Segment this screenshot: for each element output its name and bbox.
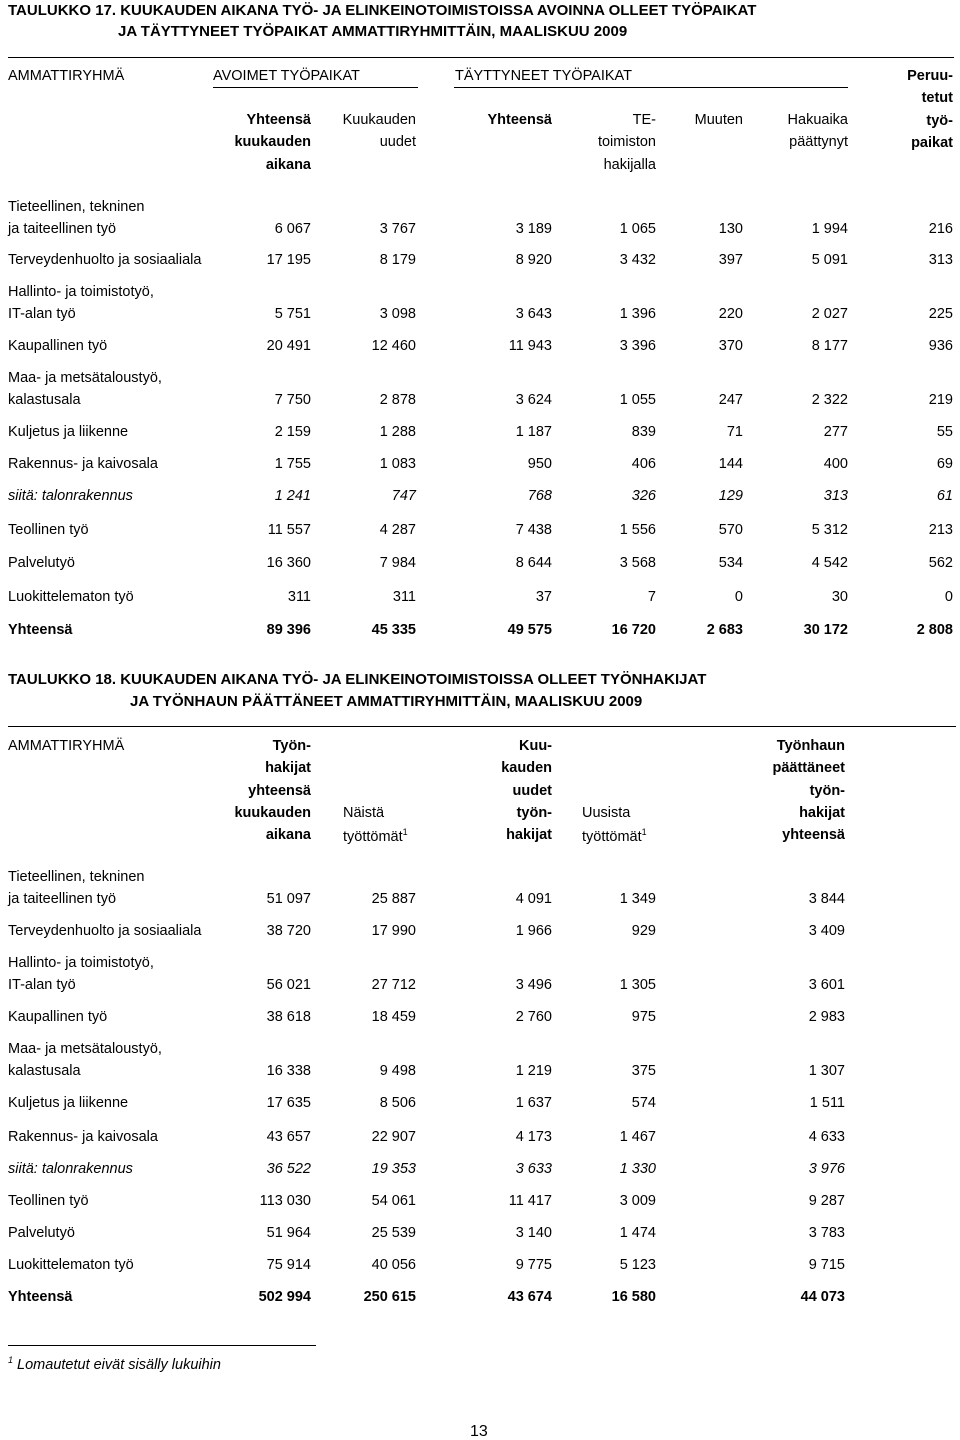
table18-row-label: Hallinto- ja toimistotyö, — [8, 955, 154, 971]
table17-col-header: Yhteensä — [487, 112, 552, 128]
table17-cell: 30 — [831, 589, 848, 605]
table17-cell: 406 — [631, 456, 656, 472]
table17-top-rule — [8, 57, 954, 58]
table17-cell: 130 — [718, 221, 743, 237]
table18-cell: 17 990 — [371, 923, 416, 939]
table17-row-label: kalastusala — [8, 392, 81, 408]
table17-row-label: Palvelutyö — [8, 555, 75, 571]
table17-col-header: kuukauden — [234, 134, 311, 151]
table18-col-header: kauden — [501, 760, 552, 777]
table18-cell: 250 615 — [363, 1289, 416, 1305]
table17-row-label: Hallinto- ja toimistotyö, — [8, 284, 154, 300]
table17-cell: 313 — [928, 252, 953, 268]
table17-cell: 20 491 — [266, 338, 311, 354]
table17-tayttyneet-rule — [454, 87, 848, 88]
table17-cell: 326 — [631, 488, 656, 504]
table17-cell: 3 624 — [515, 392, 552, 408]
table17-row-label: Yhteensä — [8, 622, 73, 638]
table18-title-line2: JA TYÖNHAUN PÄÄTTÄNEET AMMATTIRYHMITTÄIN, MAALISKUU 2009 — [130, 693, 643, 710]
table18-row-label: Luokittelematon työ — [8, 1257, 134, 1273]
table17-row-label: Tieteellinen, tekninen — [8, 199, 145, 215]
table18-cell: 3 601 — [808, 977, 845, 993]
table17-row-label: Terveydenhuolto ja sosiaaliala — [8, 252, 202, 268]
table18-cell: 54 061 — [371, 1193, 416, 1209]
table18-cell: 1 307 — [808, 1063, 845, 1079]
table18-row-label: ja taiteellinen työ — [8, 891, 117, 907]
table17-cell: 89 396 — [266, 622, 311, 638]
table17-cell: 936 — [928, 338, 953, 354]
table17-cell: 17 195 — [266, 252, 311, 268]
table17-cell: 69 — [936, 456, 953, 472]
table18-cell: 4 091 — [515, 891, 552, 907]
table18-cell: 16 580 — [611, 1289, 656, 1305]
table18-cell: 38 720 — [266, 923, 311, 939]
table18-cell: 3 844 — [808, 891, 845, 907]
table17-cell: 247 — [718, 392, 743, 408]
table18-row-label: Tieteellinen, tekninen — [8, 869, 145, 885]
table18-col-header: hakijat — [265, 760, 311, 777]
table18-col-header: Uusista — [582, 804, 631, 821]
table17-cell: 1 055 — [619, 392, 656, 408]
table17-row-label: ja taiteellinen työ — [8, 221, 117, 237]
table18-cell: 22 907 — [371, 1129, 416, 1145]
table17-cell: 5 312 — [811, 522, 848, 538]
table18-cell: 113 030 — [259, 1193, 311, 1209]
table17-cell: 5 091 — [811, 252, 848, 268]
footnote-marker: 1 — [402, 827, 408, 838]
table17-col-header: Hakuaika — [787, 112, 848, 128]
table18-row-label: Kuljetus ja liikenne — [8, 1095, 129, 1111]
table17-cell: 950 — [527, 456, 552, 472]
table17-cell: 4 287 — [379, 522, 416, 538]
table17-cell: 30 172 — [803, 622, 848, 638]
footnote-rule — [8, 1345, 316, 1346]
table18-col-header: Työnhaun — [776, 738, 845, 754]
table18-cell: 11 417 — [508, 1193, 552, 1209]
table17-col-header: toimiston — [597, 134, 656, 151]
table18-cell: 16 338 — [266, 1063, 311, 1079]
table18-cell: 9 775 — [515, 1257, 552, 1273]
table17-avoimet-rule — [213, 87, 418, 88]
table17-cell: 3 396 — [619, 338, 656, 354]
table18-cell: 3 976 — [808, 1161, 845, 1177]
table18-group-ammatti: AMMATTIRYHMÄ — [8, 738, 125, 754]
table17-cell: 16 360 — [266, 555, 311, 571]
table18-row-label: Terveydenhuolto ja sosiaaliala — [8, 923, 202, 939]
table18-cell: 1 966 — [515, 923, 552, 939]
table17-cell: 61 — [936, 488, 953, 504]
table17-cell: 71 — [726, 424, 743, 440]
table18-col-header: päättäneet — [772, 760, 845, 777]
table17-col-header: TE- — [632, 112, 656, 128]
table17-cell: 3 643 — [515, 306, 552, 322]
table17-cell: 2 322 — [811, 392, 848, 408]
table17-cell: 11 557 — [267, 522, 311, 538]
table18-cell: 3 496 — [515, 977, 552, 993]
table17-col-header: hakijalla — [603, 156, 656, 173]
table17-row-label: Kaupallinen työ — [8, 338, 108, 354]
table17-group-tayttyneet: TÄYTTYNEET TYÖPAIKAT — [455, 68, 632, 84]
table17-row-label: IT-alan työ — [8, 306, 76, 322]
table18-cell: 502 994 — [258, 1289, 311, 1305]
table18-col-header: uudet — [512, 782, 552, 799]
table17-cell: 2 027 — [811, 306, 848, 322]
table18-row-label: Kaupallinen työ — [8, 1009, 108, 1025]
table17-row-label: Teollinen työ — [8, 522, 89, 538]
table17-cell: 45 335 — [371, 622, 416, 638]
table17-cell: 213 — [928, 522, 953, 538]
table18-col-header: työn- — [809, 782, 845, 799]
table18-cell: 4 633 — [808, 1129, 845, 1145]
table17-cell: 37 — [535, 589, 552, 605]
table18-cell: 929 — [631, 923, 656, 939]
table18-cell: 9 498 — [379, 1063, 416, 1079]
table18-col-header: työttömät$^1$ — [582, 827, 647, 846]
table18-cell: 1 349 — [619, 891, 656, 907]
table17-col-header: Peruu- — [907, 68, 953, 84]
table17-cell: 8 644 — [515, 555, 552, 571]
table18-cell: 40 056 — [371, 1257, 416, 1273]
table18-col-header: yhteensä — [782, 827, 845, 844]
table17-row-label: Kuljetus ja liikenne — [8, 424, 129, 440]
table17-cell: 1 288 — [379, 424, 416, 440]
table17-cell: 1 241 — [274, 488, 311, 504]
table18-col-header: kuukauden — [234, 804, 311, 821]
table18-top-rule — [8, 726, 956, 727]
table17-row-label: Luokittelematon työ — [8, 589, 134, 605]
table18-cell: 375 — [631, 1063, 656, 1079]
footnote-marker: 1 — [641, 827, 647, 838]
table18-cell: 3 409 — [808, 923, 845, 939]
table17-cell: 768 — [527, 488, 552, 504]
table18-cell: 574 — [631, 1095, 656, 1111]
table17-cell: 55 — [936, 424, 953, 440]
table17-title-line1: TAULUKKO 17. KUUKAUDEN AIKANA TYÖ- JA ELINKEINOTOIMISTOISSA AVOINNA OLLEET TYÖPAIKAT — [8, 2, 757, 19]
table18-cell: 3 009 — [619, 1193, 656, 1209]
table17-cell: 3 767 — [379, 221, 416, 237]
table17-cell: 1 187 — [515, 424, 552, 440]
table17-cell: 6 067 — [274, 221, 311, 237]
table18-cell: 43 674 — [507, 1289, 552, 1305]
table17-col-header: työ- — [926, 112, 953, 129]
table18-cell: 3 633 — [515, 1161, 552, 1177]
table17-cell: 220 — [718, 306, 743, 322]
table17-cell: 8 920 — [515, 252, 552, 268]
table17-cell: 311 — [287, 589, 311, 605]
table18-row-label: kalastusala — [8, 1063, 81, 1079]
table17-row-label: siitä: talonrakennus — [8, 488, 133, 504]
table17-cell: 3 568 — [619, 555, 656, 571]
table18-cell: 5 123 — [619, 1257, 656, 1273]
table18-col-header: Työn- — [272, 738, 311, 754]
table18-cell: 1 637 — [515, 1095, 552, 1111]
table18-row-label: siitä: talonrakennus — [8, 1161, 133, 1177]
footnote-text: $^1$ Lomautetut eivät sisälly lukuihin — [8, 1355, 221, 1373]
table18-cell: 8 506 — [379, 1095, 416, 1111]
table18-cell: 25 539 — [371, 1225, 416, 1241]
table18-col-header: Näistä — [343, 804, 385, 821]
table18-row-label: Teollinen työ — [8, 1193, 89, 1209]
table17-cell: 7 — [647, 589, 656, 605]
table18-cell: 4 173 — [515, 1129, 552, 1145]
table17-cell: 400 — [823, 456, 848, 472]
table18-col-header: työn- — [516, 804, 552, 821]
table17-col-header: Kuukauden — [342, 112, 416, 128]
table18-cell: 25 887 — [371, 891, 416, 907]
table18-cell: 975 — [631, 1009, 656, 1025]
table18-cell: 2 983 — [808, 1009, 845, 1025]
table17-cell: 3 098 — [379, 306, 416, 322]
table18-col-header: hakijat — [799, 804, 845, 821]
table18-cell: 17 635 — [266, 1095, 311, 1111]
table18-row-label: IT-alan työ — [8, 977, 76, 993]
table18-row-label: Rakennus- ja kaivosala — [8, 1129, 158, 1145]
table17-cell: 1 556 — [619, 522, 656, 538]
table18-cell: 43 657 — [266, 1129, 311, 1145]
table17-cell: 311 — [392, 589, 416, 605]
table17-cell: 129 — [718, 488, 743, 504]
table17-cell: 144 — [718, 456, 743, 472]
table17-cell: 397 — [718, 252, 743, 268]
table17-cell: 1 065 — [619, 221, 656, 237]
table17-title-line2: JA TÄYTTYNEET TYÖPAIKAT AMMATTIRYHMITTÄIN, MAALISKUU 2009 — [118, 23, 628, 40]
table18-col-header: yhteensä — [248, 782, 311, 799]
table17-col-header: aikana — [265, 156, 311, 173]
table17-cell: 570 — [718, 522, 743, 538]
table17-cell: 219 — [928, 392, 953, 408]
table18-cell: 1 474 — [619, 1225, 656, 1241]
table17-cell: 1 083 — [379, 456, 416, 472]
table17-cell: 7 750 — [274, 392, 311, 408]
table17-col-header: Yhteensä — [246, 112, 311, 128]
table17-cell: 12 460 — [371, 338, 416, 354]
table17-cell: 8 177 — [811, 338, 848, 354]
table18-cell: 56 021 — [266, 977, 311, 993]
table17-cell: 0 — [734, 589, 743, 605]
table17-cell: 370 — [718, 338, 743, 354]
table17-cell: 1 755 — [274, 456, 311, 472]
footnote-marker: 1 — [8, 1355, 14, 1365]
table18-cell: 51 097 — [266, 891, 311, 907]
table18-row-label: Maa- ja metsätaloustyö, — [8, 1041, 162, 1057]
table18-cell: 27 712 — [371, 977, 416, 993]
table17-cell: 277 — [823, 424, 848, 440]
table17-cell: 534 — [718, 555, 743, 571]
table18-cell: 2 760 — [515, 1009, 552, 1025]
table17-cell: 562 — [928, 555, 953, 571]
table18-cell: 3 140 — [515, 1225, 552, 1241]
table17-row-label: Rakennus- ja kaivosala — [8, 456, 158, 472]
table17-cell: 747 — [391, 488, 416, 504]
table18-cell: 1 511 — [809, 1095, 845, 1111]
table18-cell: 19 353 — [371, 1161, 416, 1177]
table17-cell: 3 432 — [619, 252, 656, 268]
table17-cell: 49 575 — [507, 622, 552, 638]
table18-col-header: työttömät$^1$ — [343, 827, 408, 846]
table17-col-header: Muuten — [694, 112, 743, 128]
table18-cell: 18 459 — [371, 1009, 416, 1025]
table17-cell: 7 984 — [379, 555, 416, 571]
table18-row-label: Palvelutyö — [8, 1225, 75, 1241]
table17-cell: 2 878 — [379, 392, 416, 408]
table18-cell: 75 914 — [266, 1257, 311, 1273]
table18-cell: 1 330 — [619, 1161, 656, 1177]
table17-col-header: paikat — [911, 134, 953, 151]
table18-cell: 51 964 — [266, 1225, 311, 1241]
table18-cell: 1 219 — [515, 1063, 552, 1079]
table17-cell: 16 720 — [611, 622, 656, 638]
table18-col-header: aikana — [265, 827, 311, 844]
page-number: 13 — [470, 1423, 488, 1440]
table17-cell: 3 189 — [515, 221, 552, 237]
table17-cell: 2 683 — [706, 622, 743, 638]
table18-col-header: Kuu- — [518, 738, 552, 754]
table18-cell: 38 618 — [266, 1009, 311, 1025]
table18-cell: 44 073 — [800, 1289, 845, 1305]
table17-cell: 7 438 — [515, 522, 552, 538]
table17-row-label: Maa- ja metsätaloustyö, — [8, 370, 162, 386]
table17-cell: 11 943 — [508, 338, 552, 354]
table17-cell: 1 396 — [619, 306, 656, 322]
table17-cell: 216 — [928, 221, 953, 237]
table17-cell: 0 — [944, 589, 953, 605]
table17-cell: 4 542 — [811, 555, 848, 571]
table17-cell: 839 — [631, 424, 656, 440]
table17-group-avoimet: AVOIMET TYÖPAIKAT — [213, 68, 360, 84]
table17-cell: 5 751 — [274, 306, 311, 322]
table17-cell: 225 — [928, 306, 953, 322]
table18-cell: 3 783 — [808, 1225, 845, 1241]
table17-cell: 313 — [823, 488, 848, 504]
table17-cell: 2 808 — [916, 622, 953, 638]
table17-group-ammatti: AMMATTIRYHMÄ — [8, 68, 125, 84]
table18-row-label: Yhteensä — [8, 1289, 73, 1305]
table17-col-header: uudet — [379, 134, 416, 151]
table18-cell: 9 287 — [808, 1193, 845, 1209]
table18-cell: 1 467 — [619, 1129, 656, 1145]
table18-col-header: hakijat — [506, 827, 552, 844]
table17-cell: 1 994 — [811, 221, 848, 237]
table17-cell: 2 159 — [274, 424, 311, 440]
table18-title-line1: TAULUKKO 18. KUUKAUDEN AIKANA TYÖ- JA ELINKEINOTOIMISTOISSA OLLEET TYÖNHAKIJAT — [8, 671, 707, 688]
table18-cell: 1 305 — [619, 977, 656, 993]
table17-col-header: päättynyt — [789, 134, 848, 151]
table18-cell: 36 522 — [266, 1161, 311, 1177]
table18-cell: 9 715 — [808, 1257, 845, 1273]
table17-col-header: tetut — [921, 90, 953, 107]
table17-cell: 8 179 — [379, 252, 416, 268]
